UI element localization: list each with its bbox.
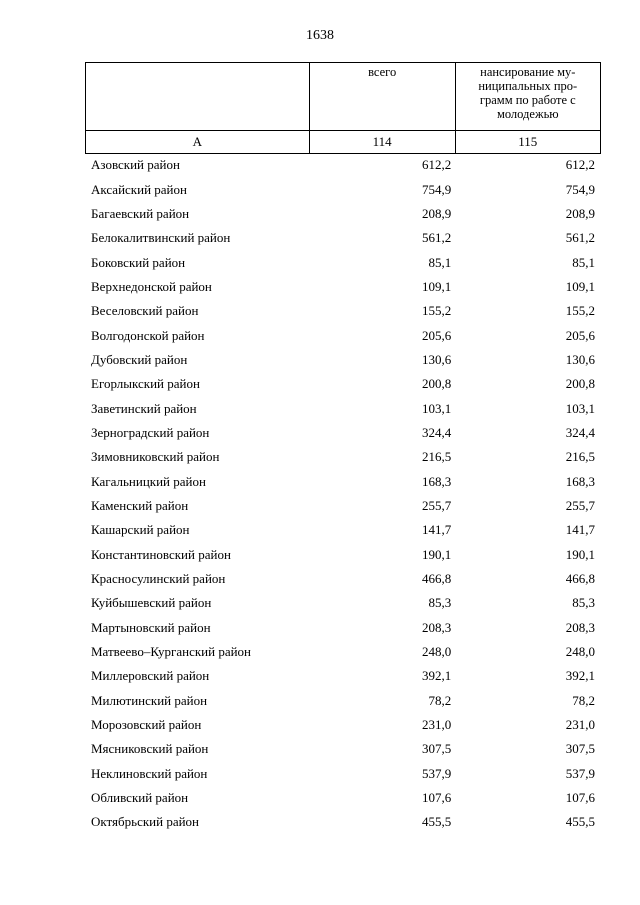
programs-value: 248,0: [565, 644, 595, 660]
total-value: 107,6: [421, 790, 452, 806]
total-value: 155,2: [421, 303, 452, 319]
total-value: 466,8: [421, 571, 452, 587]
header-num-115: 115: [455, 131, 600, 154]
total-value: 200,8: [421, 376, 452, 392]
district-name: Азовский район: [91, 157, 180, 173]
table-row: [85, 762, 601, 786]
programs-value: 537,9: [565, 765, 595, 781]
total-value: 307,5: [421, 741, 452, 757]
programs-value: 141,7: [565, 522, 595, 538]
district-name: Матвеево–Курганский район: [91, 644, 252, 660]
programs-value: 205,6: [565, 327, 595, 343]
district-name: Милютинский район: [91, 692, 208, 708]
programs-value: 155,2: [565, 303, 595, 319]
header-col-programs-label: нансирование му- ниципальных про- грамм по работе с молодежью: [478, 65, 578, 121]
programs-value: 103,1: [565, 400, 595, 416]
table-row: [85, 689, 601, 713]
table-row: [85, 591, 601, 615]
district-name: Кашарский район: [91, 522, 190, 538]
programs-value: 168,3: [565, 473, 595, 489]
table-row: [85, 177, 601, 201]
total-value: 208,9: [421, 205, 452, 221]
district-name: Мясниковский район: [91, 741, 209, 757]
table-row: [85, 275, 601, 299]
table-row: [85, 421, 601, 445]
table-row: [85, 713, 601, 737]
district-name: Егорлыкский район: [91, 376, 200, 392]
programs-value: 208,3: [565, 619, 595, 635]
table-row: [85, 737, 601, 761]
header-col-total: [309, 63, 455, 131]
total-value: 85,3: [428, 595, 452, 611]
district-name: Аксайский район: [91, 181, 187, 197]
total-value: 612,2: [421, 157, 452, 173]
total-value: 141,7: [421, 522, 452, 538]
district-name: Обливский район: [91, 790, 189, 806]
table-row: [85, 348, 601, 372]
header-num-114: 114: [309, 131, 455, 154]
header-col-name: [86, 63, 310, 131]
programs-value: 85,1: [572, 254, 595, 270]
district-name: Красносулинский район: [91, 571, 226, 587]
total-value: 168,3: [421, 473, 452, 489]
total-value: 392,1: [421, 668, 452, 684]
district-name: Зерноградский район: [91, 424, 210, 440]
district-name: Октябрьский район: [91, 814, 199, 830]
header-numbers-row: [86, 131, 601, 154]
table-row: [85, 640, 601, 664]
district-name: Дубовский район: [91, 351, 188, 367]
table-row: [85, 226, 601, 250]
district-name: Мартыновский район: [91, 619, 211, 635]
table-row: [85, 543, 601, 567]
programs-value: 130,6: [565, 351, 595, 367]
table-row: [85, 810, 601, 834]
table-row: [85, 299, 601, 323]
total-value: 248,0: [421, 644, 452, 660]
programs-value: 255,7: [565, 497, 595, 513]
table-row: [85, 153, 601, 177]
total-value: 255,7: [421, 497, 452, 513]
district-name: Миллеровский район: [91, 668, 210, 684]
total-value: 78,2: [428, 692, 452, 708]
total-value: 130,6: [421, 351, 452, 367]
district-name: Каменский район: [91, 497, 189, 513]
table-row: [85, 445, 601, 469]
table-row: [85, 664, 601, 688]
total-value: 216,5: [421, 449, 452, 465]
programs-value: 307,5: [565, 741, 595, 757]
total-value: 537,9: [421, 765, 452, 781]
programs-value: 78,2: [572, 692, 595, 708]
table-header: [85, 62, 601, 154]
district-name: Верхнедонской район: [91, 278, 212, 294]
total-value: 561,2: [421, 230, 452, 246]
table-row: [85, 518, 601, 542]
programs-value: 208,9: [565, 205, 595, 221]
header-col-programs: [455, 63, 600, 131]
table-row: [85, 250, 601, 274]
table-row: [85, 494, 601, 518]
page-number: 1638: [306, 28, 334, 43]
data-table-body: [85, 153, 601, 835]
total-value: 208,3: [421, 619, 452, 635]
programs-value: 107,6: [565, 790, 595, 806]
programs-value: 109,1: [565, 278, 595, 294]
district-name: Неклиновский район: [91, 765, 208, 781]
programs-value: 612,2: [565, 157, 595, 173]
total-value: 455,5: [421, 814, 452, 830]
programs-value: 466,8: [565, 571, 595, 587]
table-row: [85, 202, 601, 226]
total-value: 190,1: [421, 546, 452, 562]
district-name: Морозовский район: [91, 717, 202, 733]
district-name: Багаевский район: [91, 205, 190, 221]
district-name: Веселовский район: [91, 303, 199, 319]
table-row: [85, 616, 601, 640]
total-value: 231,0: [421, 717, 452, 733]
programs-value: 455,5: [565, 814, 595, 830]
district-name: Куйбышевский район: [91, 595, 212, 611]
district-name: Волгодонской район: [91, 327, 205, 343]
programs-value: 392,1: [565, 668, 595, 684]
table-row: [85, 396, 601, 420]
table-row: [85, 372, 601, 396]
total-value: 109,1: [421, 278, 452, 294]
programs-value: 561,2: [565, 230, 595, 246]
total-value: 324,4: [421, 424, 452, 440]
district-name: Кагальницкий район: [91, 473, 206, 489]
total-value: 85,1: [428, 254, 452, 270]
programs-value: 200,8: [565, 376, 595, 392]
district-name: Зимовниковский район: [91, 449, 220, 465]
programs-value: 85,3: [572, 595, 595, 611]
total-value: 205,6: [421, 327, 452, 343]
table-row: [85, 469, 601, 493]
district-name: Константиновский район: [91, 546, 231, 562]
district-name: Белокалитвинский район: [91, 230, 231, 246]
programs-value: 190,1: [565, 546, 595, 562]
data-table: [85, 153, 601, 835]
table-row: [85, 567, 601, 591]
total-value: 754,9: [421, 181, 452, 197]
programs-value: 754,9: [565, 181, 595, 197]
programs-value: 324,4: [565, 424, 595, 440]
header-titles-row: [86, 63, 601, 131]
total-value: 103,1: [421, 400, 452, 416]
programs-value: 216,5: [565, 449, 595, 465]
district-name: Боковский район: [91, 254, 186, 270]
header-num-a: А: [86, 131, 310, 154]
table-row: [85, 786, 601, 810]
header-col-total-label: всего: [368, 65, 397, 79]
table-row: [85, 323, 601, 347]
programs-value: 231,0: [565, 717, 595, 733]
district-name: Заветинский район: [91, 400, 197, 416]
